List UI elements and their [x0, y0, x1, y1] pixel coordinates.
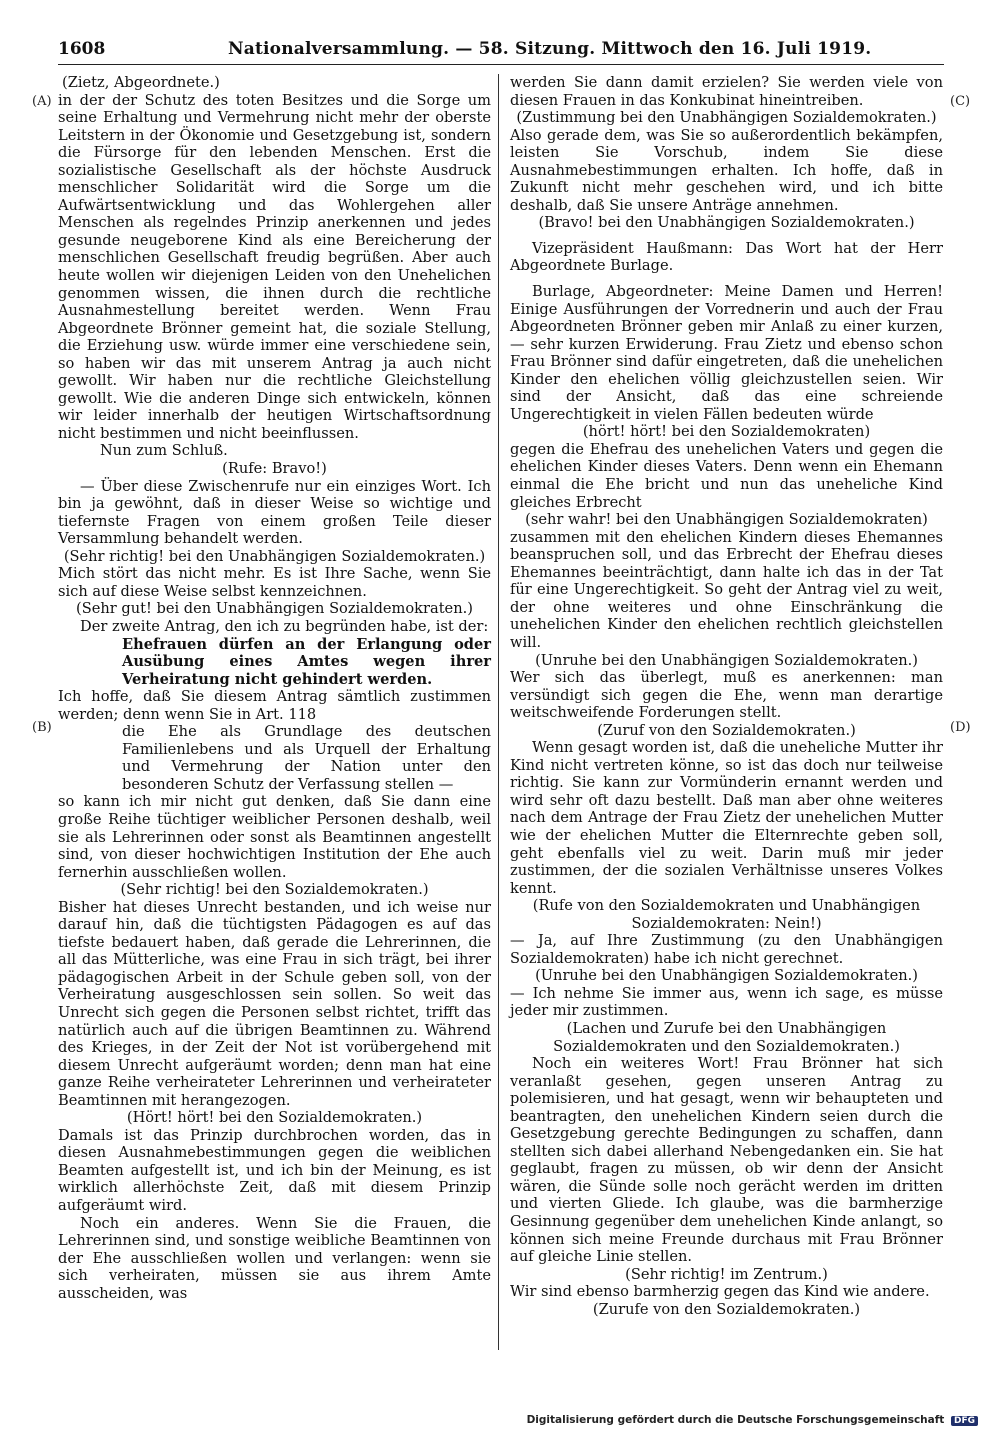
interjection: (Sehr richtig! bei den Sozialdemokraten.): [120, 881, 429, 899]
paragraph: Also gerade dem, was Sie so außerordentlich bekämpfen, leisten Sie Vorschub, indem Sie diese Ausnahmebestimmungen erhalten. Ich hoffe, daß in Zukunft nicht mehr geschehen wird, und ich bitte deshalb, daß Sie unsere Anträge annehmen.: [510, 126, 943, 214]
interjection: (Unruhe bei den Unabhängigen Sozialdemokraten.): [535, 651, 918, 669]
quoted-article: die Ehe als Grundlage des deutschen Familienlebens und als Urquell der Erhaltung und Vermehrung der Nation unter den besonderen Schutz der Verfassung stellen —: [122, 723, 491, 793]
dfg-logo: DFG: [951, 1416, 978, 1426]
interjection: (hört! hört! bei den Sozialdemokraten): [582, 423, 871, 441]
margin-marker-a: (A): [32, 94, 52, 109]
page-number: 1608: [58, 39, 106, 59]
interjection: (Unruhe bei den Unabhängigen Sozialdemokraten.): [535, 967, 918, 985]
paragraph: gegen die Ehefrau des unehelichen Vaters und gegen die ehelichen Kinder dieses Vaters. Denn wenn ein Ehemann einmal die Ehe bricht und nun das uneheliche Kind gleiches Erbrecht: [510, 440, 943, 511]
margin-marker-c: (C): [950, 94, 971, 109]
paragraph: — Ich nehme Sie immer aus, wenn ich sage, es müsse jeder mir zustimmen.: [510, 984, 943, 1020]
interjection: (Sehr gut! bei den Unabhängigen Sozialdemokraten.): [76, 600, 473, 618]
right-column: [510, 74, 943, 1318]
paragraph: Damals ist das Prinzip durchbrochen worden, das in diesen Ausnahmebestimmungen gegen die weiblichen Beamten aufgestellt ist, und ich bin der Meinung, es ist wirklich allerhöchste Zeit, daß mit diesem Prinzip aufgeräumt wird.: [58, 1126, 491, 1214]
funding-footer: [527, 1414, 978, 1426]
paragraph: Wenn gesagt worden ist, daß die uneheliche Mutter ihr Kind nicht vertreten könne, so ist das doch nur teilweise richtig. Sie kann zur Vormünderin ernannt werden und wird sehr oft dazu bestellt. Daß man aber ohne weiteres nach dem Antrage der Frau Zietz der unehelichen Mutter wie der ehelichen Mutter die Elternrechte geben soll, geht ebenfalls viel zu weit. Darin muß mir jeder zustimmen, der die sozialen Verhältnisse unseres Volkes kennt.: [510, 739, 943, 897]
paragraph: Bisher hat dieses Unrecht bestanden, und ich weise nur darauf hin, daß die tüchtigsten Pädagogen es auf das tiefste bedauert haben, daß gerade die Lehrerinnen, die all das Mütterliche, was eine Frau in sich trägt, bei ihrer pädagogischen Arbeit in der Schule geben soll, von der Verheiratung ausgeschlossen sein sollen. So weit das Unrecht sich gegen die Personen selbst richtet, trifft das natürlich auch auf die übrigen Beamtinnen zu. Während des Krieges, in der Zeit der Not ist vorübergehend mit diesem Unrecht aufgeräumt worden; denn man hat eine ganze Reihe verheirateter Lehrerinnen und verheirateter Beamtinnen mit herangezogen.: [58, 898, 491, 1109]
interjection: (Zuruf von den Sozialdemokraten.): [597, 721, 856, 739]
footer-text: Digitalisierung gefördert durch die Deutsche Forschungsgemeinschaft: [526, 1414, 945, 1426]
interjection: (Sehr richtig! bei den Unabhängigen Sozialdemokraten.): [63, 547, 486, 565]
column-divider: [498, 74, 499, 1350]
interjection: (Hört! hört! bei den Sozialdemokraten.): [126, 1109, 423, 1127]
interjection: (Lachen und Zurufe bei den Unabhängigen Sozialdemokraten und den Sozialdemokraten.): [553, 1019, 900, 1055]
margin-marker-d: (D): [950, 720, 971, 735]
paragraph: zusammen mit den ehelichen Kindern dieses Ehemannes beanspruchen soll, und das Erbrecht der Ehefrau dieses Ehemannes beeinträchtigt, dann halte ich das in der Tat für eine Ungerechtigkeit. So geht der Antrag viel zu weit, der ohne weiteres und ohne Einschränkung die unehelichen Kinder den ehelichen rechtlich gleichstellen will.: [510, 528, 943, 651]
paragraph: Noch ein weiteres Wort! Frau Brönner hat sich veranlaßt gesehen, gegen unseren Antrag zu polemisieren, und hat gesagt, wenn wir behaupteten und beantragten, den unehelichen Kindern seien durch die Gesetzgebung gerechte Bedingungen zu schaffen, dann stellten sich dabei allerhand Nebengedanken ein. Sie hat geglaubt, fragen zu müssen, ob wir denn der Ansicht wären, die Sünde solle noch gerächt werden im dritten und vierten Gliede. Ich glaube, was die barmherzige Gesinnung gegenüber dem unehelichen Kinde anlangt, so können sich meine Freunde durchaus mit Frau Brönner auf gleiche Linie stellen.: [510, 1055, 943, 1266]
margin-marker-b: (B): [32, 720, 52, 735]
interjection: (Zurufe von den Sozialdemokraten.): [592, 1300, 861, 1318]
paragraph: Mich stört das nicht mehr. Es ist Ihre Sache, wenn Sie sich auf diese Weise selbst kennzeichnen.: [58, 565, 491, 600]
paragraph: — Ja, auf Ihre Zustimmung (zu den Unabhängigen Sozialdemokraten) habe ich nicht gerechnet.: [510, 932, 943, 967]
interjection: (sehr wahr! bei den Unabhängigen Sozialdemokraten): [525, 511, 928, 529]
page-header: [58, 36, 944, 65]
left-column: [58, 74, 491, 1302]
paragraph: Ich hoffe, daß Sie diesem Antrag sämtlich zustimmen werden; denn wenn Sie in Art. 118: [58, 688, 491, 723]
paragraph: Wir sind ebenso barmherzig gegen das Kind wie andere.: [510, 1283, 930, 1301]
paragraph: so kann ich mir nicht gut denken, daß Sie dann eine große Reihe tüchtiger weiblicher Personen deshalb, weil sie als Lehrerinnen oder sonst als Beamtinnen angestellt sind, von dieser hochwichtigen Institution der Ehe auch fernerhin ausschließen wollen.: [58, 793, 491, 881]
speaker-tag: (Zietz, Abgeordnete.): [62, 74, 220, 91]
quoted-motion: Ehefrauen dürfen an der Erlangung oder Ausübung eines Amtes wegen ihrer Verheiratung nicht gehindert werden.: [122, 635, 491, 688]
interjection: (Sehr richtig! im Zentrum.): [625, 1265, 828, 1283]
paragraph: werden Sie dann damit erzielen? Sie werden viele von diesen Frauen in das Konkubinat hineintreiben.: [510, 74, 943, 109]
interjection: (Zustimmung bei den Unabhängigen Sozialdemokraten.): [516, 109, 937, 127]
interjection: (Bravo! bei den Unabhängigen Sozialdemokraten.): [538, 214, 915, 232]
paragraph: Noch ein anderes. Wenn Sie die Frauen, die Lehrerinnen sind, und sonstige weibliche Beamtinnen von der Ehe ausschließen wollen und verlangen: wenn sie sich verheiraten, müssen sie aus ihrem Amte ausscheiden, was: [58, 1214, 491, 1302]
paragraph: Nun zum Schluß.: [100, 442, 228, 460]
interjection: (Rufe: Bravo!): [222, 460, 327, 478]
paragraph: Wer sich das überlegt, muß es anerkennen: man versündigt sich gegen die Ehe, wenn man derartige weitschweifende Forderungen stellt.: [510, 669, 943, 722]
interjection: (Rufe von den Sozialdemokraten und Unabhängigen Sozialdemokraten: Nein!): [532, 897, 921, 932]
header-title: Nationalversammlung. — 58. Sitzung. Mittwoch den 16. Juli 1919.: [228, 39, 872, 59]
speech-opening: Burlage, Abgeordneter: Meine Damen und Herren! Einige Ausführungen der Vorrednerin und auch der Frau Abgeordneten Brönner geben mir Anlaß zu einer kurzen, — sehr kurzen Erwiderung. Frau Zietz und ebenso schon Frau Brönner sind dafür eingetreten, daß die unehelichen Kinder den ehelichen völlig gleichzustellen seien. Wir sind der Ansicht, daß das eine schreiende Ungerechtigkeit in vielen Fällen bedeuten würde: [510, 283, 943, 423]
paragraph: Der zweite Antrag, den ich zu begründen habe, ist der:: [80, 617, 489, 635]
paragraph: — Über diese Zwischenrufe nur ein einziges Wort. Ich bin ja gewöhnt, daß in dieser Weise so wichtige und tiefernste Fragen von einem großen Teile dieser Versammlung behandelt werden.: [58, 477, 491, 548]
chair-statement: Vizepräsident Haußmann: Das Wort hat der Herr Abgeordnete Burlage.: [510, 239, 943, 275]
paragraph: in der der Schutz des toten Besitzes und die Sorge um seine Erhaltung und Vermehrung nicht mehr der oberste Leitstern in der Ökonomie und Gesetzgebung ist, sondern die Fürsorge für den lebenden Menschen. Erst die sozialistische Gesellschaft als der höchste Ausdruck menschlicher Solidarität wird die Sorge um die Aufwärtsentwicklung und das Wohlergehen aller Menschen als regelndes Prinzip anerkennen und jedes gesunde neugeborene Kind als eine Bereicherung der menschlichen Gesellschaft freudig begrüßen. Aber auch heute wollen wir diejenigen Leiden von den Unehelichen genommen wissen, die ihnen durch die rechtliche Ausnahmestellung bereitet werden. Wenn Frau Abgeordnete Brönner gemeint hat, die soziale Stellung, die Erziehung usw. würde immer eine verschiedene sein, so haben wir das mit unserem Antrag ja auch nicht gewollt. Wir haben nur die rechtliche Gleichstellung gewollt. Wie die anderen Dinge sich entwickeln, können wir leider innerhalb der heutigen Wirtschaftsordnung nicht bestimmen und nicht beeinflussen.: [58, 91, 491, 442]
